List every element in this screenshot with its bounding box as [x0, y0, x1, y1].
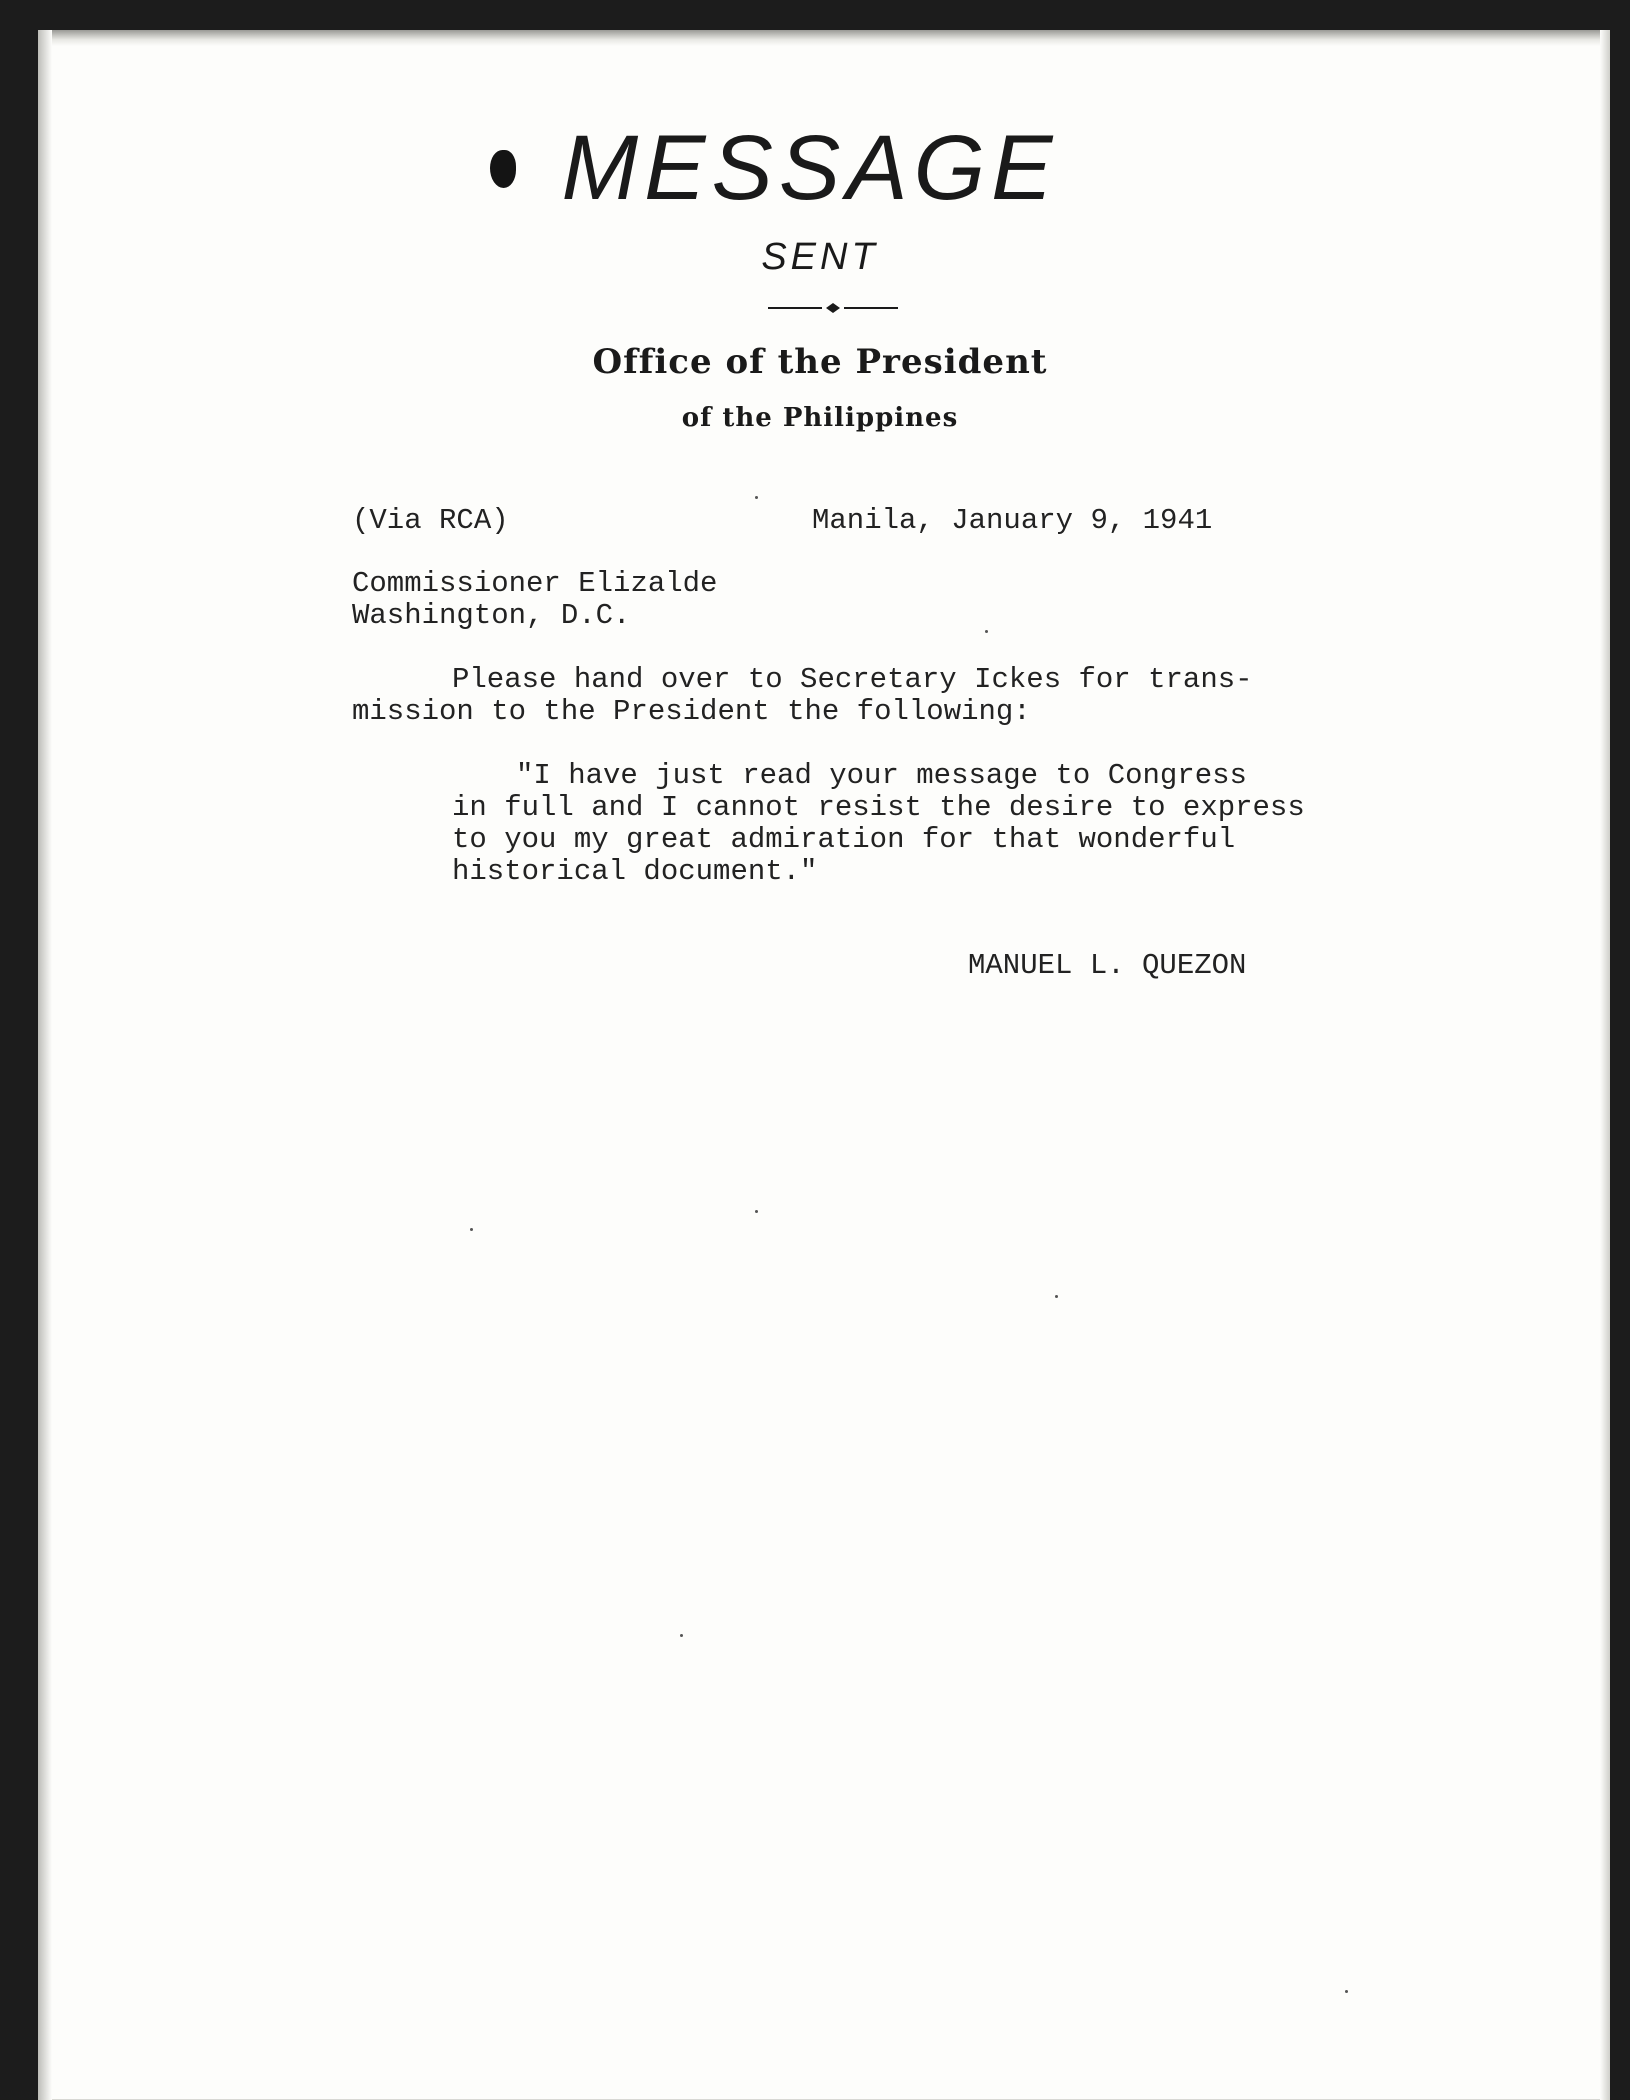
paper-speck	[470, 1228, 473, 1231]
letterhead-country: of the Philippines	[681, 403, 959, 433]
addressee-place: Washington, D.C.	[352, 599, 631, 632]
paper-speck	[755, 496, 758, 499]
quote-line-4: historical document."	[452, 855, 818, 888]
paper-sheet	[38, 30, 1610, 2100]
addressee-name: Commissioner Elizalde	[352, 567, 718, 600]
dateline: Manila, January 9, 1941	[812, 504, 1213, 537]
paper-speck	[1055, 1295, 1058, 1298]
paper-speck	[1345, 1990, 1348, 1993]
paper-speck	[755, 1210, 758, 1213]
paper-top-edge	[38, 30, 1610, 46]
paper-right-edge	[1600, 30, 1610, 2100]
quote-line-1: "I have just read your message to Congress	[516, 759, 1247, 792]
letterhead-title: MESSAGE	[561, 117, 1059, 219]
letterhead-office: Office of the President	[592, 342, 1048, 382]
paper-speck	[680, 1634, 683, 1637]
letterhead-ornament	[768, 302, 898, 314]
letterhead-subtitle: SENT	[761, 236, 879, 278]
transmission-method: (Via RCA)	[352, 504, 509, 537]
quote-line-2: in full and I cannot resist the desire to express	[452, 791, 1305, 824]
paper-speck	[985, 630, 988, 633]
body-line-1: Please hand over to Secretary Ickes for trans-	[452, 663, 1253, 696]
signature: MANUEL L. QUEZON	[968, 949, 1247, 982]
body-line-2: mission to the President the following:	[352, 695, 1031, 728]
quote-line-3: to you my great admiration for that wonderful	[452, 823, 1236, 856]
paper-left-edge	[38, 30, 52, 2100]
